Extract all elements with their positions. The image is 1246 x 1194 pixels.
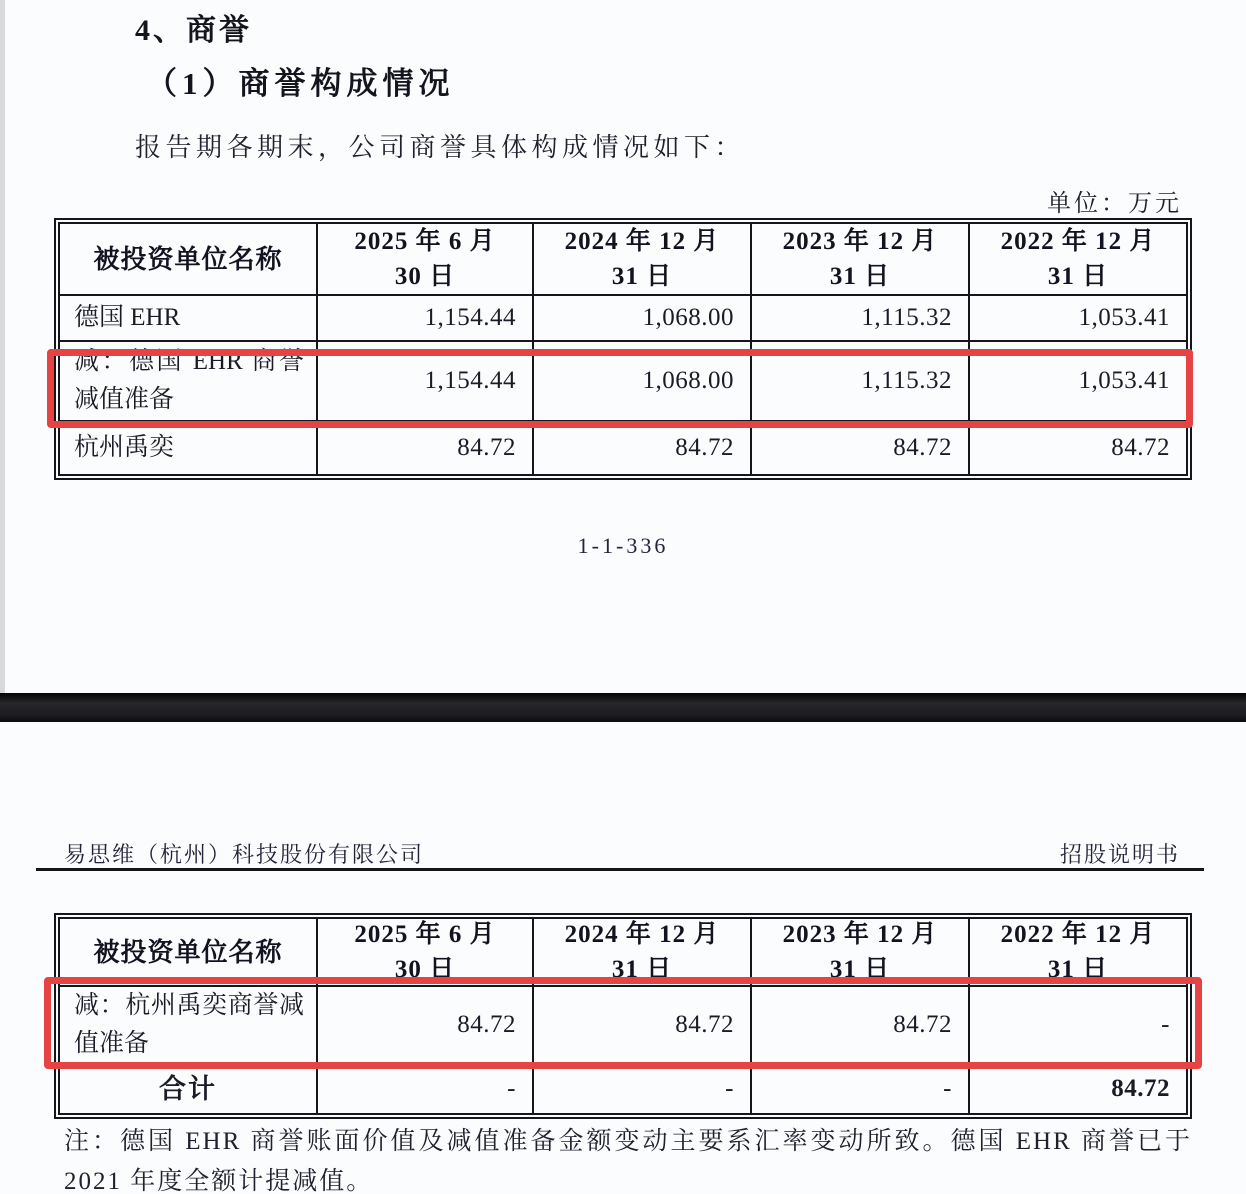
- scan-edge-artifact: [0, 0, 5, 693]
- cell-investee-name: 减：杭州禹奕商誉减值准备: [60, 987, 318, 1065]
- goodwill-table-page1: [54, 218, 1192, 480]
- column-header-date: 2025 年 6 月 30 日: [318, 919, 534, 987]
- column-header-investee-name: 被投资单位名称: [60, 224, 318, 296]
- sub-heading: （1）商誉构成情况: [146, 66, 455, 101]
- column-header-date: 2023 年 12 月 31 日: [752, 224, 970, 296]
- page-header-rule: [36, 868, 1204, 871]
- column-header-date: 2023 年 12 月 31 日: [752, 919, 970, 987]
- cell-value: -: [752, 1065, 970, 1113]
- cell-value: 84.72: [318, 987, 534, 1065]
- cell-investee-name: 减：德国 EHR 商誉减值准备: [60, 342, 318, 422]
- unit-label: 单位：万元: [1047, 191, 1182, 217]
- column-header-date: 2024 年 12 月 31 日: [534, 919, 752, 987]
- cell-value: 1,154.44: [318, 296, 534, 342]
- cell-value: 84.72: [1111, 434, 1170, 461]
- cell-investee-name: 德国 EHR: [60, 296, 318, 342]
- cell-value: 1,154.44: [318, 342, 534, 422]
- column-header-investee-name: 被投资单位名称: [60, 919, 318, 987]
- cell-value: 1,115.32: [752, 342, 970, 422]
- intro-text: 报告期各期末，公司商誉具体构成情况如下：: [135, 133, 746, 162]
- cell-value: 1,068.00: [534, 342, 752, 422]
- goodwill-table-page2-grid: [58, 917, 1188, 1115]
- footnote-text: 注：德国 EHR 商誉账面价值及减值准备金额变动主要系汇率变动所致。德国 EHR 商誉已于 2021 年度全额计提减值。: [64, 1128, 1192, 1194]
- cell-value: -: [534, 1065, 752, 1113]
- cell-value: 84.72: [752, 987, 970, 1065]
- column-header-date: 2024 年 12 月 31 日: [534, 224, 752, 296]
- cell-value: 84.72: [534, 422, 752, 474]
- cell-value: 1,053.41: [970, 296, 1186, 342]
- page-break-bar: [0, 693, 1246, 722]
- page-number: 1-1-336: [577, 533, 669, 558]
- page-header-company-name: 易思维（杭州）科技股份有限公司: [64, 842, 425, 867]
- cell-value: 1,115.32: [752, 296, 970, 342]
- cell-value: -: [970, 987, 1186, 1065]
- cell-value: -: [318, 1065, 534, 1113]
- cell-value: 84.72: [318, 422, 534, 474]
- cell-value: 84.72: [1111, 1075, 1170, 1102]
- cell-value: 84.72: [752, 422, 970, 474]
- cell-value: 1,068.00: [534, 296, 752, 342]
- goodwill-table-page2: [54, 913, 1192, 1119]
- column-header-date: 2022 年 12 月 31 日: [970, 919, 1186, 987]
- page-header-doc-type: 招股说明书: [1059, 842, 1180, 867]
- column-header-date: 2022 年 12 月 31 日: [970, 224, 1186, 296]
- cell-investee-name: 合计: [60, 1065, 318, 1113]
- cell-value: 1,053.41: [970, 342, 1186, 422]
- cell-value: 84.72: [534, 987, 752, 1065]
- section-heading: 4、商誉: [135, 14, 252, 47]
- column-header-date: 2025 年 6 月 30 日: [318, 224, 534, 296]
- goodwill-table-page1-grid: [58, 222, 1188, 476]
- cell-investee-name: 杭州禹奕: [60, 422, 318, 474]
